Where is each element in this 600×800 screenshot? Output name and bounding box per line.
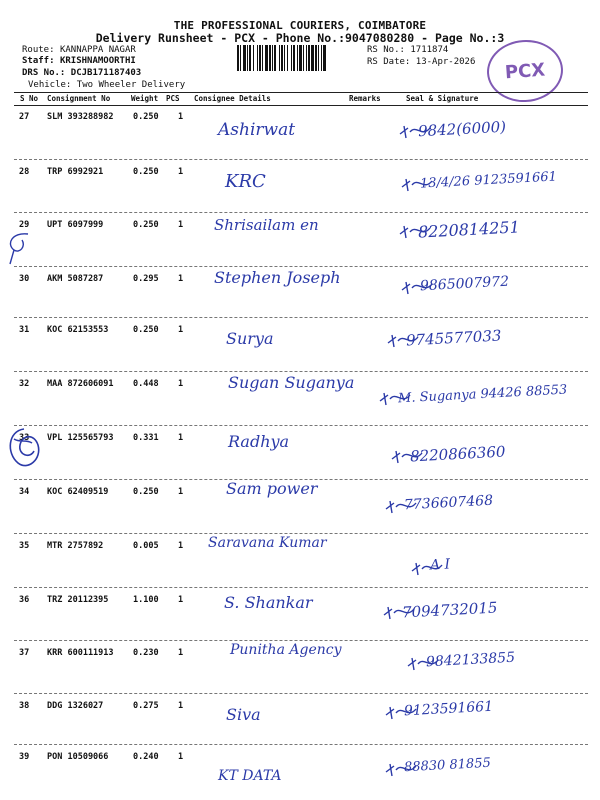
row-pcs: 1 (178, 595, 184, 605)
row-sno: 38 (19, 701, 30, 711)
row-consignment-no: AKM 5087287 (47, 274, 104, 284)
row-pcs: 1 (178, 433, 184, 443)
signature-scribble (382, 699, 422, 725)
row-weight: 0.250 (133, 220, 159, 230)
header-bottom-rule (14, 105, 588, 106)
row-consignment-no: KOC 62409519 (47, 487, 109, 497)
row-pcs: 1 (178, 648, 184, 658)
signature-scribble (398, 171, 438, 197)
row-signature-handwritten: 8220814251 (417, 217, 521, 242)
runsheet-title: Delivery Runsheet - PCX - Phone No.:9047080280 - Page No.:3 (95, 31, 505, 45)
staff-label: Staff: (22, 56, 55, 66)
row-consignment-no: UPT 6097999 (47, 220, 104, 230)
row-sno: 35 (19, 541, 30, 551)
signature-scribble (404, 650, 444, 676)
row-pcs: 1 (178, 220, 184, 230)
row-weight: 0.230 (133, 648, 159, 658)
row-consignee-handwritten: Ashirwat (218, 120, 296, 140)
drs-label: DRS No.: (22, 68, 66, 78)
row-signature-handwritten: 9842(6000) (417, 117, 507, 141)
signature-scribble (408, 555, 448, 581)
row-pcs: 1 (178, 112, 184, 122)
signature-scribble (382, 493, 422, 519)
row-consignee-handwritten: Shrisailam en (214, 216, 319, 234)
row-sno: 28 (19, 167, 30, 177)
row-sno: 31 (19, 325, 30, 335)
signature-scribble (376, 385, 416, 411)
rs-date-line (367, 57, 475, 68)
row-signature-handwritten: 8220866360 (409, 442, 506, 466)
row-signature-handwritten: 9123591661 (403, 698, 494, 720)
rs-no-line (367, 45, 448, 56)
drs-line (22, 68, 141, 79)
drs-value: DCJB171187403 (70, 68, 142, 78)
signature-scribble (382, 756, 422, 782)
staff-line (22, 56, 136, 67)
row-weight: 0.250 (133, 112, 159, 122)
col-weight: Weight (131, 94, 159, 103)
row-separator (14, 533, 588, 534)
row-pcs: 1 (178, 487, 184, 497)
row-sno: 27 (19, 112, 30, 122)
col-remarks: Remarks (349, 94, 381, 103)
row-pcs: 1 (178, 541, 184, 551)
row-pcs: 1 (178, 379, 184, 389)
row-separator (14, 212, 588, 213)
header-top-rule (14, 92, 588, 93)
row-sno: 32 (19, 379, 30, 389)
col-consignment: Consignment No (47, 94, 111, 103)
row-separator (14, 159, 588, 160)
row-consignee-handwritten: Sugan Suganya (228, 373, 355, 392)
pcx-stamp (485, 37, 565, 104)
signature-scribble (396, 118, 436, 144)
row-separator (14, 371, 588, 372)
row-pcs: 1 (178, 274, 184, 284)
row-weight: 0.005 (133, 541, 159, 551)
row-consignee-handwritten: Punitha Agency (230, 642, 342, 658)
row-consignment-no: TRZ 20112395 (47, 595, 109, 605)
rs-no-value: 1711874 (410, 45, 449, 55)
stamp-text: PCX (504, 59, 546, 83)
row-weight: 1.100 (133, 595, 159, 605)
signature-scribble (384, 327, 424, 353)
row-sno: 33 (19, 433, 30, 443)
row-sno: 34 (19, 487, 30, 497)
row-pcs: 1 (178, 752, 184, 762)
row-consignee-handwritten: Saravana Kumar (208, 535, 327, 551)
row-separator (14, 744, 588, 745)
rs-date-label: RS Date: (367, 57, 411, 67)
margin-scribble-35 (4, 425, 44, 475)
row-weight: 0.275 (133, 701, 159, 711)
route-line (22, 45, 136, 56)
row-pcs: 1 (178, 701, 184, 711)
row-consignee-handwritten: Sam power (226, 479, 318, 498)
row-sno: 29 (19, 220, 30, 230)
row-signature-handwritten: 88830 81855 (403, 755, 492, 776)
row-sno: 37 (19, 648, 30, 658)
row-consignment-no: KOC 62153553 (47, 325, 109, 335)
vehicle-line (28, 80, 185, 91)
signature-scribble (398, 274, 438, 300)
row-sno: 30 (19, 274, 30, 284)
row-signature-handwritten: M. Suganya 94426 88553 (397, 382, 568, 407)
row-weight: 0.295 (133, 274, 159, 284)
row-weight: 0.240 (133, 752, 159, 762)
row-separator (14, 425, 588, 426)
row-consignee-handwritten: Radhya (228, 432, 290, 451)
row-signature-handwritten: 9745577033 (405, 326, 502, 350)
row-consignment-no: DDG 1326027 (47, 701, 104, 711)
row-signature-handwritten: 7736607468 (403, 492, 494, 514)
row-signature-handwritten: 9865007972 (419, 273, 510, 295)
margin-scribble-30 (2, 228, 36, 268)
row-signature-handwritten: 9842133855 (425, 649, 516, 671)
row-consignment-no: SLM 393288982 (47, 112, 114, 122)
row-signature-handwritten: A I (429, 556, 451, 574)
row-consignee-handwritten: Stephen Joseph (214, 268, 341, 287)
row-separator (14, 266, 588, 267)
row-pcs: 1 (178, 325, 184, 335)
row-consignee-handwritten: Siva (226, 705, 261, 724)
row-consignee-handwritten: KT DATA (218, 768, 282, 784)
vehicle-label: Vehicle: (28, 80, 72, 90)
row-separator (14, 693, 588, 694)
col-sno: S No (20, 94, 39, 103)
col-seal-signature: Seal & Signature (406, 94, 479, 103)
company-name: THE PROFESSIONAL COURIERS, COIMBATORE (173, 19, 427, 32)
route-value: KANNAPPA NAGAR (59, 45, 136, 55)
staff-value: KRISHNAMOORTHI (59, 56, 136, 66)
signature-scribble (380, 599, 420, 625)
col-pcs: PCS (166, 94, 180, 103)
row-separator (14, 587, 588, 588)
row-consignee-handwritten: S. Shankar (224, 593, 313, 612)
row-signature-handwritten: 7094732015 (401, 598, 498, 622)
row-sno: 36 (19, 595, 30, 605)
row-separator (14, 640, 588, 641)
row-consignment-no: MAA 872606091 (47, 379, 114, 389)
row-consignment-no: MTR 2757892 (47, 541, 104, 551)
signature-scribble (388, 443, 428, 469)
rs-no-label: RS No.: (367, 45, 405, 55)
row-weight: 0.250 (133, 487, 159, 497)
row-consignee-handwritten: Surya (226, 329, 274, 348)
row-consignee-handwritten: KRC (225, 171, 266, 192)
row-weight: 0.448 (133, 379, 159, 389)
barcode-image (236, 45, 362, 71)
row-sno: 39 (19, 752, 30, 762)
row-consignment-no: TRP 6992921 (47, 167, 104, 177)
row-pcs: 1 (178, 167, 184, 177)
row-consignment-no: VPL 125565793 (47, 433, 114, 443)
row-consignment-no: PON 10509066 (47, 752, 109, 762)
rs-date-value: 13-Apr-2026 (415, 57, 476, 67)
signature-scribble (396, 218, 436, 244)
row-weight: 0.331 (133, 433, 159, 443)
row-signature-handwritten: 13/4/26 9123591661 (419, 169, 558, 192)
route-label: Route: (22, 45, 55, 55)
row-weight: 0.250 (133, 167, 159, 177)
row-consignment-no: KRR 600111913 (47, 648, 114, 658)
col-consignee: Consignee Details (194, 94, 271, 103)
row-weight: 0.250 (133, 325, 159, 335)
vehicle-value: Two Wheeler Delivery (76, 80, 186, 90)
row-separator (14, 317, 588, 318)
